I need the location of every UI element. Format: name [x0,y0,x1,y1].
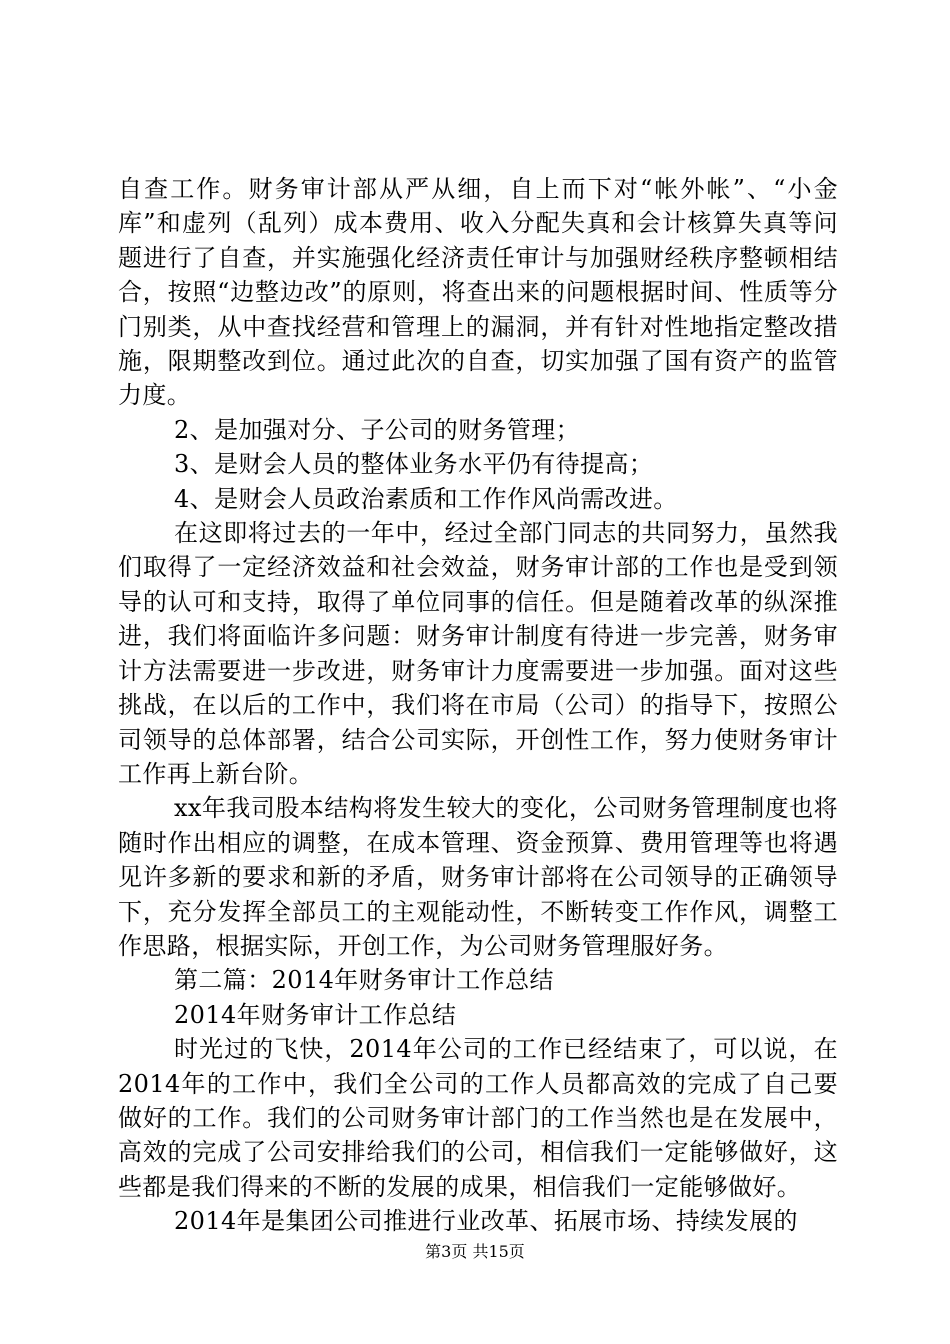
paragraph-8: 2014年是集团公司推进行业改革、拓展市场、持续发展的 [174,1207,798,1236]
paragraph-3: 3、是财会人员的整体业务水平仍有待提高； [174,450,654,479]
document-body [118,172,838,1239]
paragraph-2: 2、是加强对分、子公司的财务管理； [174,415,581,444]
paragraph-6: xx年我司股本结构将发生较大的变化，公司财务管理制度也将随时作出相应的调整，在成本管理、资金预算、费用管理等也将遇见许多新的要求和新的矛盾，财务审计部将在公司领导的正确领导下，充分发挥全部员工的主观能动性，不断转变工作作风，调整工作思路，根据实际，开创工作，为公司财务管理服好务。 [118,794,838,960]
paragraph-5: 在这即将过去的一年中，经过全部门同志的共同努力，虽然我们取得了一定经济效益和社会效益，财务审计部的工作也是受到领导的认可和支持，取得了单位同事的信任。但是随着改革的纵深推进，我们将面临许多问题：财务审计制度有待进一步完善，财务审计方法需要进一步改进，财务审计力度需要进一步加强。面对这些挑战，在以后的工作中，我们将在市局（公司）的指导下，按照公司领导的总体部署，结合公司实际，开创性工作，努力使财务审计工作再上新台阶。 [118,519,838,788]
paragraph-1: 自查工作。财务审计部从严从细，自上而下对“帐外帐”、“小金库”和虚列（乱列）成本费用、收入分配失真和会计核算失真等问题进行了自查，并实施强化经济责任审计与加强财经秩序整顿相结合，按照“边整边改”的原则，将查出来的问题根据时间、性质等分门别类，从中查找经营和管理上的漏洞，并有针对性地指定整改措施，限期整改到位。通过此次的自查，切实加强了国有资产的监管力度。 [118,175,838,410]
section-title: 2014年财务审计工作总结 [174,1000,457,1029]
paragraph-7: 时光过的飞快，2014年公司的工作已经结束了，可以说，在2014年的工作中，我们全公司的工作人员都高效的完成了自己要做好的工作。我们的公司财务审计部门的工作当然也是在发展中，高效的完成了公司安排给我们的公司，相信我们一定能够做好，这些都是我们得来的不断的发展的成果，相信我们一定能够做好。 [118,1035,838,1201]
section-heading: 第二篇：2014年财务审计工作总结 [174,966,554,995]
page-number-footer: 第3页 共15页 [425,1242,525,1261]
paragraph-4: 4、是财会人员政治素质和工作作风尚需改进。 [174,484,678,513]
